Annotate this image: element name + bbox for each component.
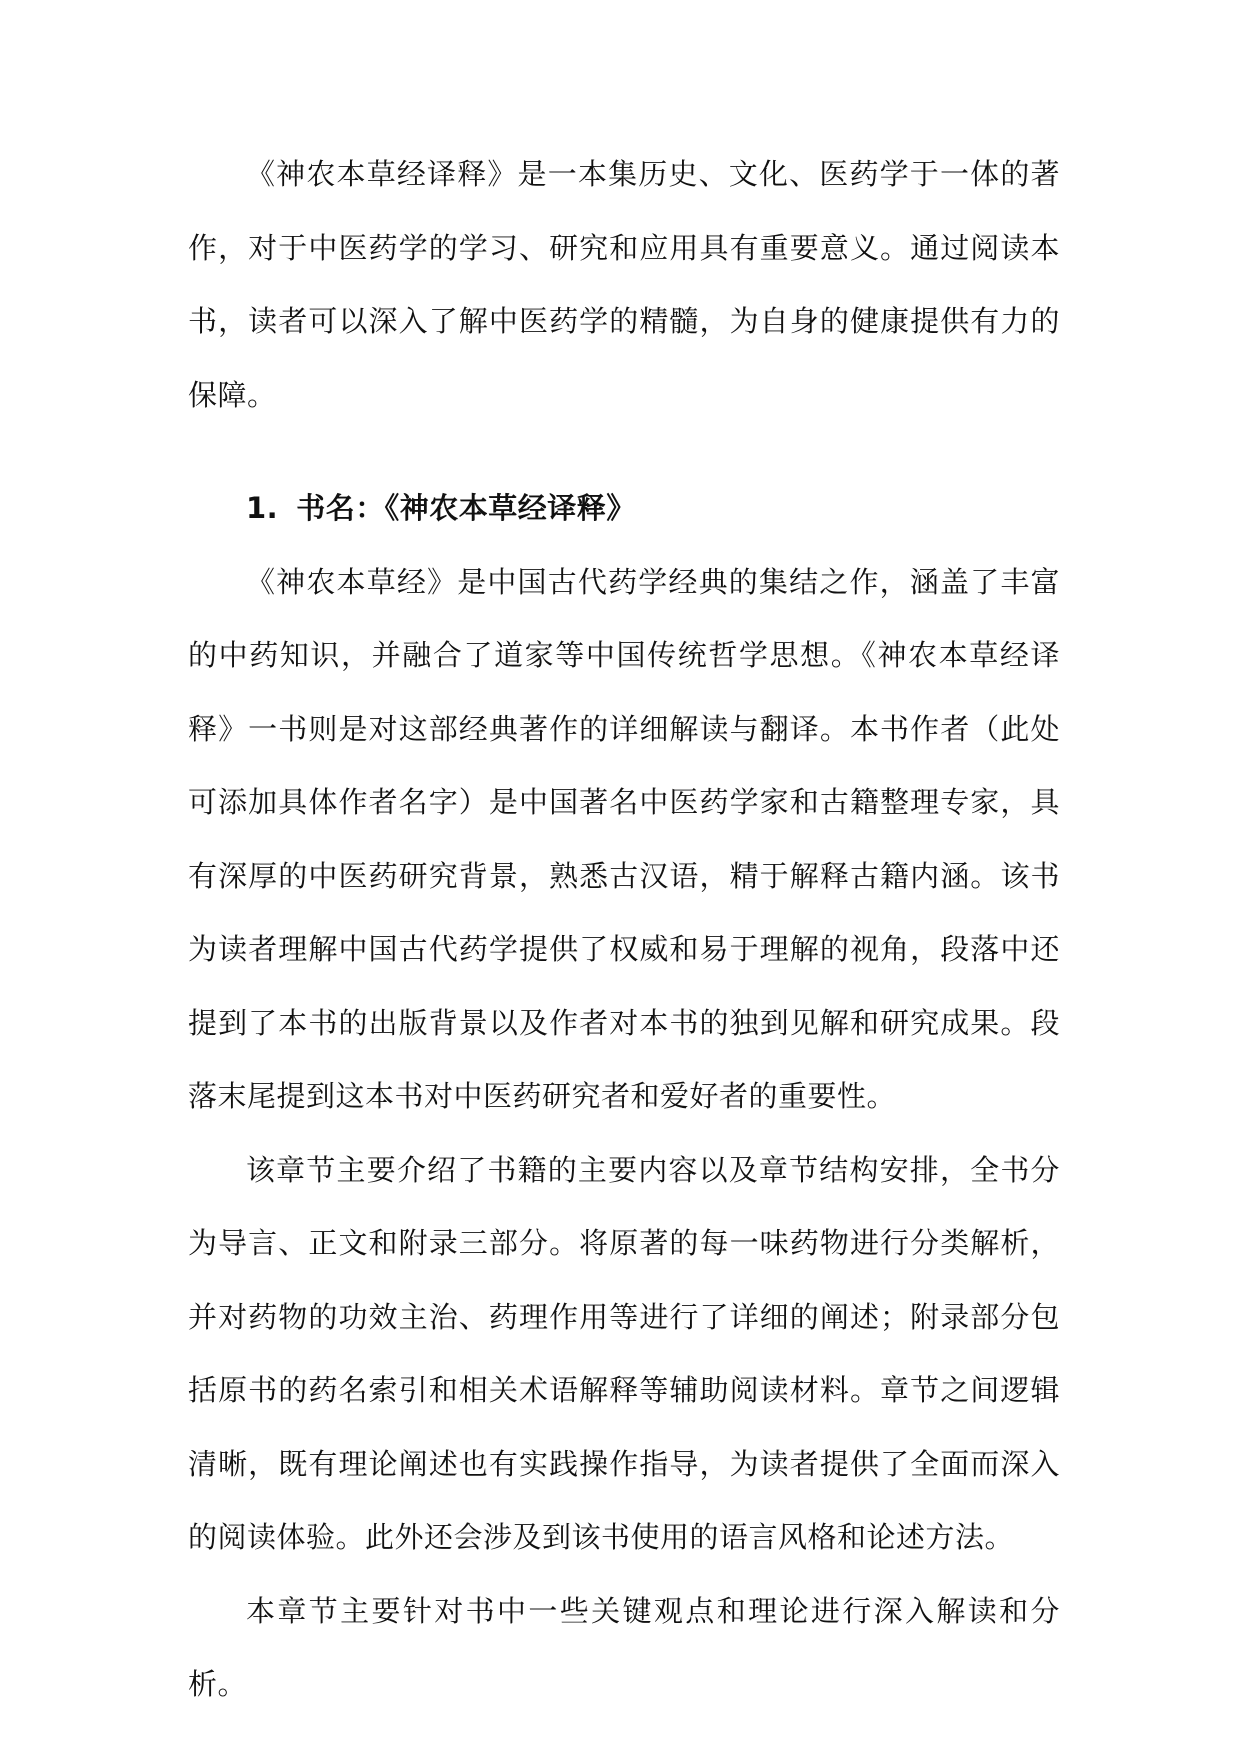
body-paragraph-book-overview: 《神农本草经》是中国古代药学经典的集结之作，涵盖了丰富的中药知识，并融合了道家等中国传统哲学思想。《神农本草经译释》一书则是对这部经典著作的详细解读与翻译。本书作者（此处可添加具体作者名字）是中国著名中医药学家和古籍整理专家，具有深厚的中医药研究背景，熟悉古汉语，精于解释古籍内涵。该书为读者理解中国古代药学提供了权威和易于理解的视角，段落中还提到了本书的出版背景以及作者对本书的独到见解和研究成果。段落末尾提到这本书对中医药研究者和爱好者的重要性。 [188, 564, 1060, 1113]
section-heading [188, 472, 1060, 546]
section-spacer [188, 432, 1060, 472]
section-number: 1. [246, 491, 279, 525]
body-paragraph-key-concepts: 本章节主要针对书中一些关键观点和理论进行深入解读和分析。 [188, 1593, 1060, 1701]
section-title: 书名：《神农本草经译释》 [296, 491, 636, 525]
document-body [188, 138, 1060, 1722]
intro-paragraph: 《神农本草经译释》是一本集历史、文化、医药学于一体的著作，对于中医药学的学习、研究和应用具有重要意义。通过阅读本书，读者可以深入了解中医药学的精髓，为自身的健康提供有力的保障。 [188, 157, 1060, 412]
body-paragraph-chapter-structure: 该章节主要介绍了书籍的主要内容以及章节结构安排，全书分为导言、正文和附录三部分。将原著的每一味药物进行分类解析，并对药物的功效主治、药理作用等进行了详细的阐述；附录部分包括原书的药名索引和相关术语解释等辅助阅读材料。章节之间逻辑清晰，既有理论阐述也有实践操作指导，为读者提供了全面而深入的阅读体验。此外还会涉及到该书使用的语言风格和论述方法。 [188, 1152, 1060, 1554]
